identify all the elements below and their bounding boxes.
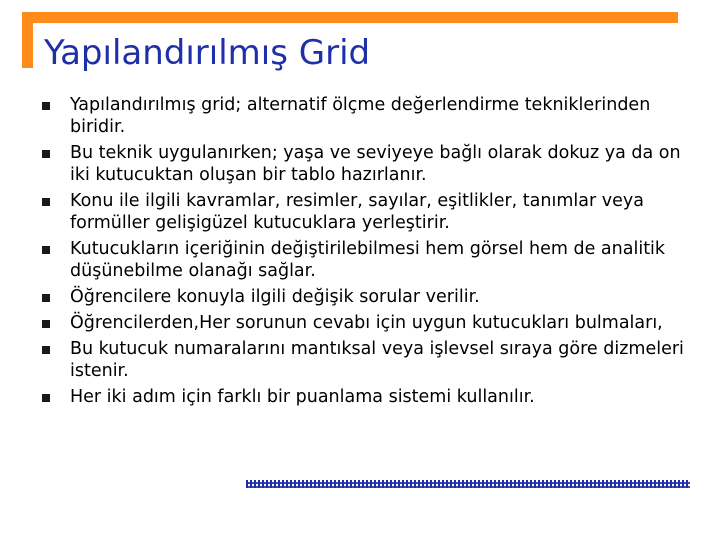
bullet-text: Kutucukların içeriğinin değiştirilebilmesi hem görsel hem de analitik düşünebilme olanağı sağlar. [70, 239, 666, 281]
bullet-item [42, 190, 692, 234]
bullet-text: Öğrencilere konuyla ilgili değişik sorular verilir. [70, 287, 480, 307]
bullet-text: Bu teknik uygulanırken; yaşa ve seviyeye bağlı olarak dokuz ya da on iki kutucuktan oluşan bir tablo hazırlanır. [70, 143, 681, 185]
bullet-item [42, 386, 692, 408]
bullet-text: Konu ile ilgili kavramlar, resimler, sayılar, eşitlikler, tanımlar veya formüller gelişigüzel kutucuklara yerleştirir. [70, 191, 644, 233]
square-bullet-icon [42, 394, 50, 402]
frame-top-bar [22, 12, 678, 23]
bullet-item [42, 94, 692, 138]
bullet-text: Öğrencilerden,Her sorunun cevabı için uygun kutucukları bulmaları, [70, 313, 663, 333]
frame-left-bar [22, 12, 33, 68]
square-bullet-icon [42, 150, 50, 158]
bullet-text: Bu kutucuk numaralarını mantıksal veya işlevsel sıraya göre dizmeleri istenir. [70, 339, 684, 381]
bullet-text: Yapılandırılmış grid; alternatif ölçme değerlendirme tekniklerinden biridir. [70, 95, 651, 137]
bottom-decorative-bar [246, 480, 690, 488]
slide-title: Yapılandırılmış Grid [44, 33, 371, 73]
bullet-item [42, 286, 692, 308]
square-bullet-icon [42, 102, 50, 110]
bullet-item [42, 142, 692, 186]
bullet-item [42, 238, 692, 282]
square-bullet-icon [42, 198, 50, 206]
square-bullet-icon [42, 246, 50, 254]
bullet-item [42, 338, 692, 382]
square-bullet-icon [42, 320, 50, 328]
bullet-list [42, 94, 692, 412]
square-bullet-icon [42, 346, 50, 354]
square-bullet-icon [42, 294, 50, 302]
bullet-text: Her iki adım için farklı bir puanlama sistemi kullanılır. [70, 387, 535, 407]
bullet-item [42, 312, 692, 334]
